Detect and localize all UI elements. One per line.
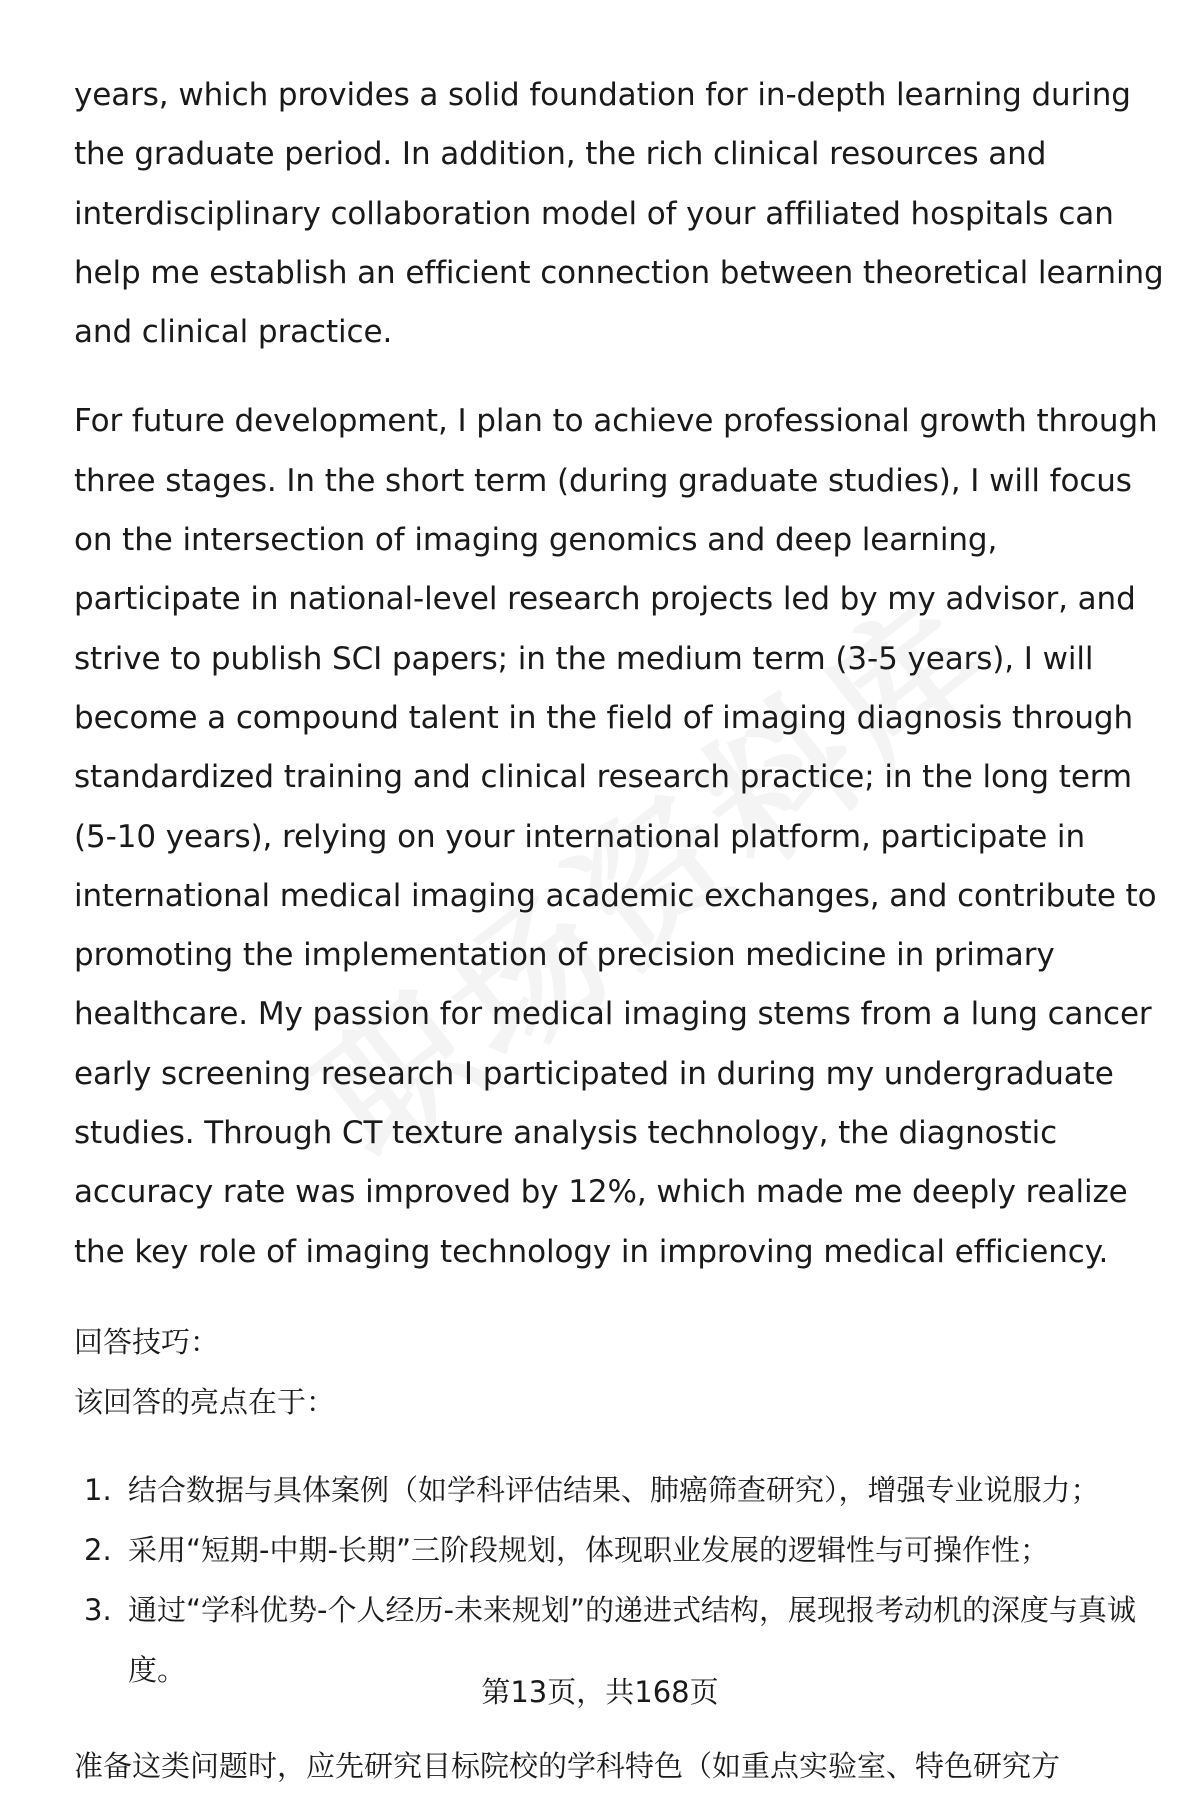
page-content bbox=[74, 66, 1164, 1796]
list-item bbox=[74, 1520, 1164, 1580]
tips-intro: 该回答的亮点在于： bbox=[74, 1384, 336, 1419]
list-item-text: 通过“学科优势-个人经历-未来规划”的递进式结构，展现报考动机的深度与真诚度。 bbox=[128, 1592, 1136, 1687]
tips-list bbox=[74, 1460, 1164, 1700]
list-item-number: 1. bbox=[84, 1472, 112, 1507]
page-number-footer: 第13页，共168页 bbox=[481, 1675, 719, 1709]
list-item-text: 结合数据与具体案例（如学科评估结果、肺癌筛查研究），增强专业说服力； bbox=[128, 1472, 1100, 1507]
answer-tips-section bbox=[74, 1312, 1164, 1432]
preparation-paragraph: 准备这类问题时，应先研究目标院校的学科特色（如重点实验室、特色研究方 bbox=[74, 1748, 1061, 1783]
list-item bbox=[74, 1460, 1164, 1520]
list-item-text: 采用“短期-中期-长期”三阶段规划，体现职业发展的逻辑性与可操作性； bbox=[128, 1532, 1049, 1567]
list-item-number: 3. bbox=[84, 1592, 112, 1627]
paragraph-1: years, which provides a solid foundation for in-depth learning during the graduate period. In addition, the rich clinical resources and interdisciplinary collaboration model of your affiliated hospitals can help me establish an efficient connection between theoretical learning and clinical practice. bbox=[74, 77, 1164, 351]
list-item-number: 2. bbox=[84, 1532, 112, 1567]
paragraph-2: For future development, I plan to achieve professional growth through three stages. In the short term (during graduate studies), I will focus on the intersection of imaging genomics and deep learning, participate in national-level research projects led by my advisor, and strive to publish SCI papers; in the medium term (3-5 years), I will become a compound talent in the field of imaging diagnosis through standardized training and clinical research practice; in the long term (5-10 years), relying on your international platform, participate in international medical imaging academic exchanges, and contribute to promoting the implementation of precision medicine in primary healthcare. My passion for medical imaging stems from a lung cancer early screening research I participated in during my undergraduate studies. Through CT texture analysis technology, the diagnostic accuracy rate was improved by 12%, which made me deeply realize the key role of imaging technology in improving medical efficiency. bbox=[74, 403, 1158, 1270]
tips-heading: 回答技巧： bbox=[74, 1324, 220, 1359]
